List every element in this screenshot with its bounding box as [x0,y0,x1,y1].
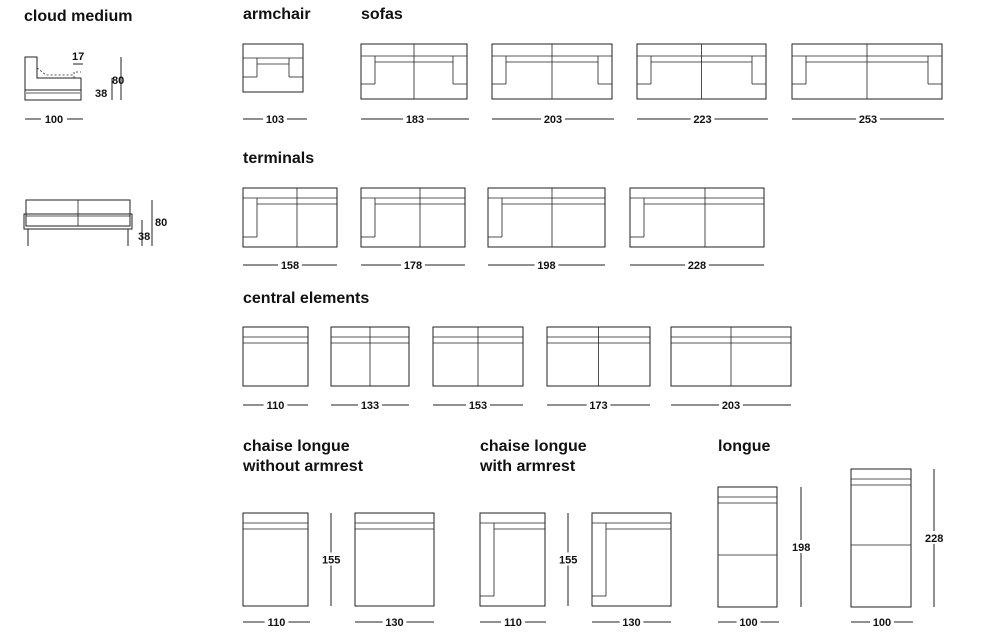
sofa-plan-2 [492,44,612,99]
chaise-arm-plan-2 [592,513,671,606]
front-elevation [24,200,167,246]
longue-plan-2-outline [851,469,911,607]
sofa-plan-4 [792,44,942,99]
central-width-5-label: 203 [721,400,741,412]
terminal-plan-3-outline [488,188,605,247]
sofa-width-1-label: 183 [405,114,425,126]
central-plan-3 [433,327,523,386]
longue-width-2-label: 100 [872,617,892,629]
chaise-no-arm-width-1-label: 110 [267,617,286,629]
seat-height-label: 38 [95,88,108,100]
heading-chaise-without-armrest-line1: chaise longue [243,438,350,455]
side-elevation [25,51,124,126]
longue-plan-2 [851,469,911,607]
terminal-plan-3 [488,188,605,247]
longue-plan-1 [718,487,777,607]
armchair-plan-outline [243,44,303,92]
chaise-no-arm-plan-1-outline [243,513,308,606]
central-width-1-label: 110 [266,400,285,412]
terminal-width-1-label: 158 [280,260,300,272]
central-plan-2 [331,327,409,386]
heading-central-elements: central elements [243,290,370,307]
chaise-no-arm-length-label: 155 [322,554,341,567]
front-total-height-label: 80 [155,217,168,229]
seat-depth-label: 17 [72,51,85,63]
sofa-width-3-label: 223 [693,114,712,126]
heading-chaise-with-armrest-line2: with armrest [480,458,576,475]
sofa-plan-3 [637,44,766,99]
chaise-no-arm-plan-2-outline [355,513,434,606]
sofa-width-4-label: 253 [858,114,878,126]
sofa-plan-1 [361,44,467,99]
longue-plan-1-outline [718,487,777,607]
side-elevation-base [25,90,81,100]
terminal-plan-2-outline [361,188,465,247]
terminal-width-3-label: 198 [537,260,556,272]
terminal-width-4-label: 228 [687,260,707,272]
heading-terminals: terminals [243,150,315,167]
terminal-plan-4 [630,188,764,247]
heading-chaise-without-armrest-line2: without armrest [243,458,364,475]
armchair-width-label: 103 [265,114,285,126]
terminal-plan-2 [361,188,465,247]
longue-width-1-label: 100 [739,617,758,629]
heading-armchair: armchair [243,6,311,23]
central-plan-4 [547,327,650,386]
armchair-plan [243,44,303,92]
chaise-no-arm-plan-2 [355,513,434,606]
side-elevation-cushion [37,68,81,78]
central-width-3-label: 153 [468,400,488,412]
chaise-arm-plan-1-outline [480,513,545,606]
central-plan-1 [243,327,308,386]
longue-length-1-label: 198 [792,542,811,554]
front-seat-height-label: 38 [138,231,151,243]
central-width-4-label: 173 [589,400,608,412]
terminal-plan-4-outline [630,188,764,247]
chaise-arm-plan-2-outline [592,513,671,606]
sofa-width-2-label: 203 [543,114,563,126]
terminal-plan-1 [243,188,337,247]
heading-longue: longue [718,438,771,455]
total-height-label: 80 [112,75,125,87]
terminal-width-2-label: 178 [403,260,423,272]
depth-label: 100 [44,114,64,126]
central-plan-5 [671,327,791,386]
chaise-no-arm-plan-1 [243,513,308,606]
heading-sofas: sofas [361,6,403,23]
longue-length-2-label: 228 [925,533,944,545]
chaise-arm-length-label: 155 [559,554,578,567]
central-width-2-label: 133 [360,400,380,412]
chaise-arm-width-1-label: 110 [504,617,522,629]
chaise-no-arm-width-2-label: 130 [385,617,404,629]
heading-cloud-medium: cloud medium [24,8,133,25]
chaise-arm-plan-1 [480,513,545,606]
chaise-arm-width-2-label: 130 [622,617,641,629]
central-plan-1-outline [243,327,308,386]
heading-chaise-with-armrest-line1: chaise longue [480,438,587,455]
